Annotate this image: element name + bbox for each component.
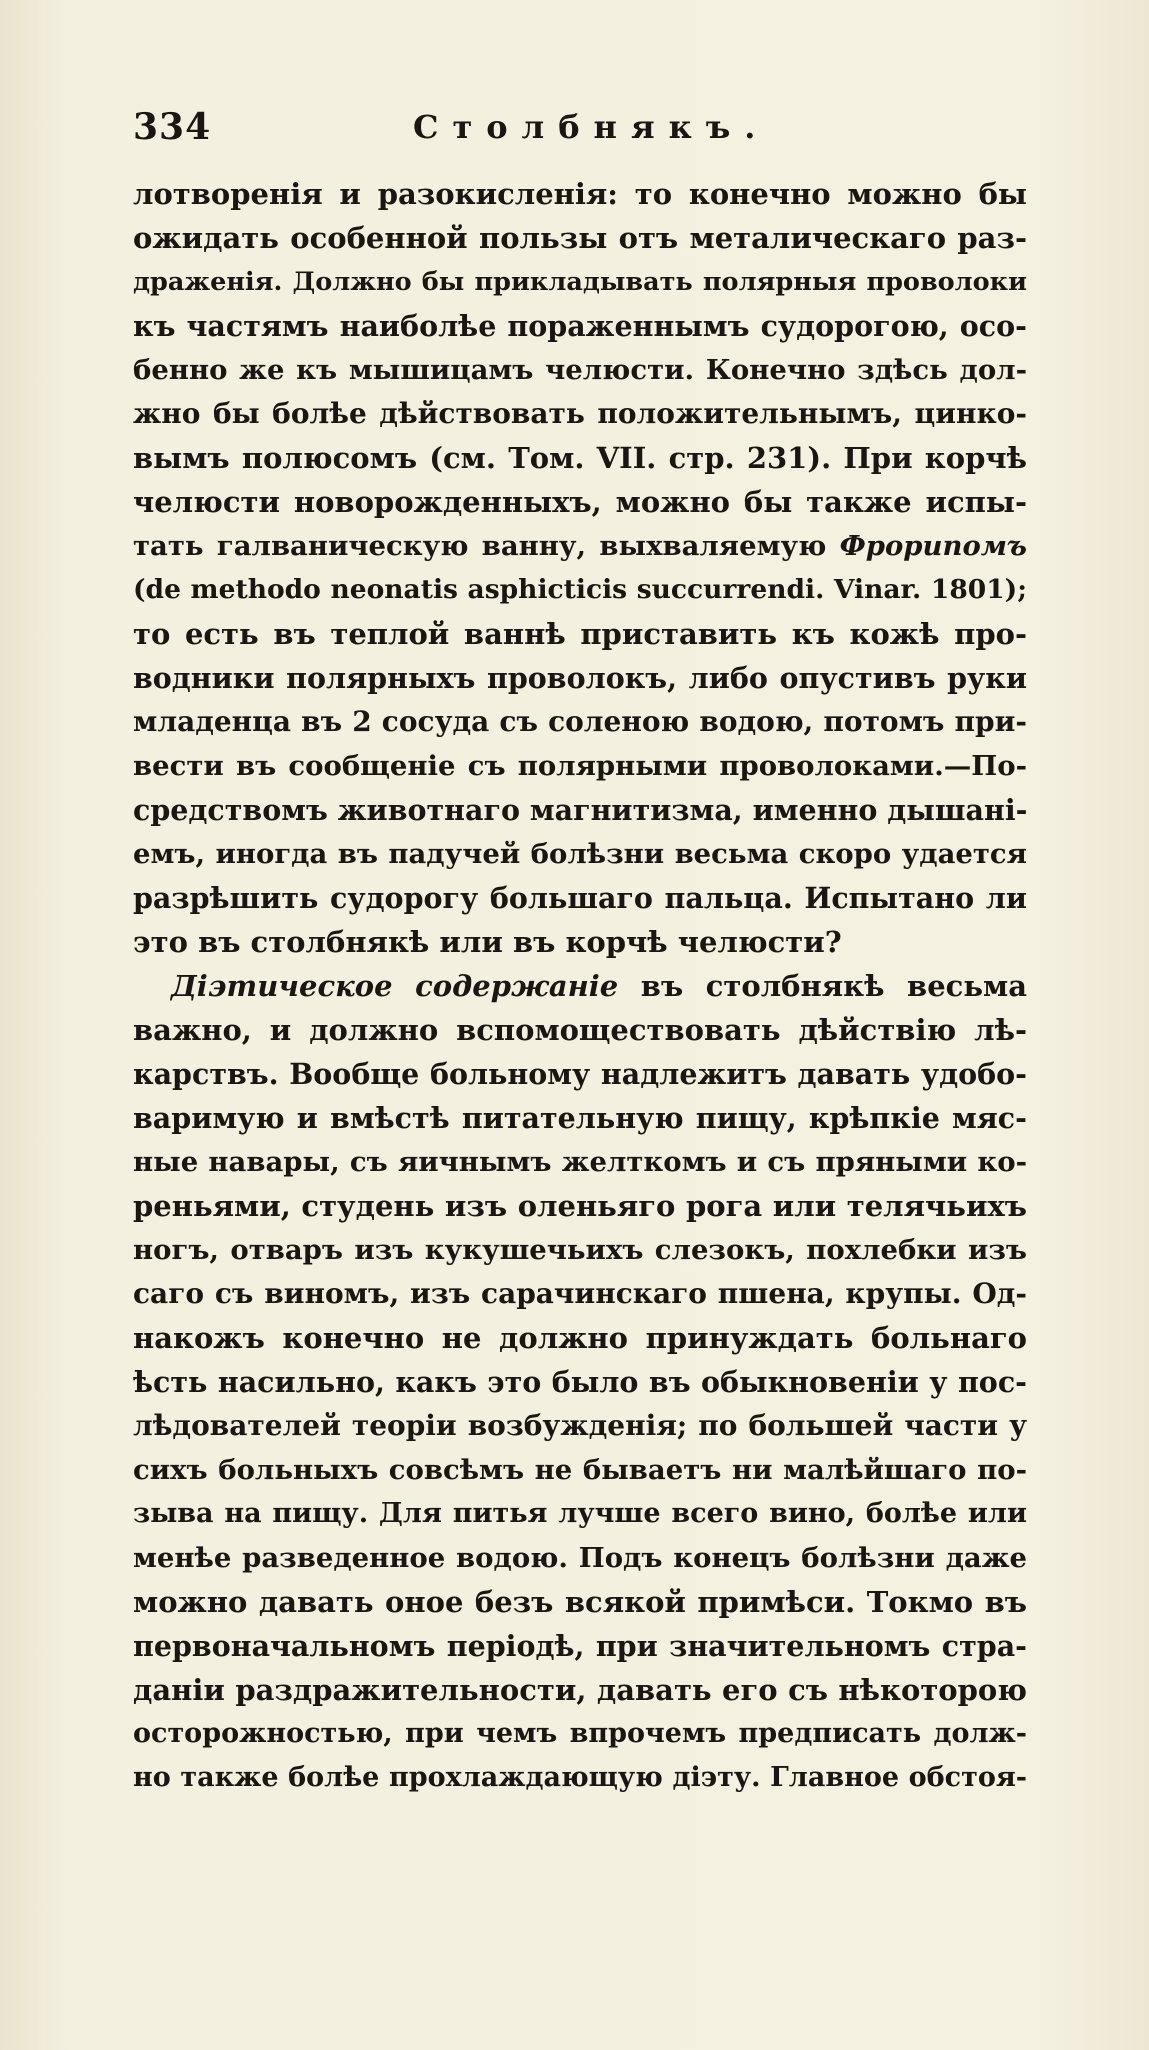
text-line: ные навары, съ яичнымъ желткомъ и съ пряными ко- (133, 1146, 1027, 1178)
text-line: даніи раздражительности, давать его съ нѣкоторою (133, 1673, 1027, 1707)
text-line: ногъ, отваръ изъ кукушечьихъ слезокъ, похлебки изъ (133, 1234, 1027, 1266)
paragraph-2 (133, 964, 1027, 1800)
text-line: младенца въ 2 сосуда съ соленою водою, потомъ при- (133, 705, 1027, 738)
text-line: варимую и вмѣстѣ питательную пищу, крѣпкіе мяс- (133, 1101, 1027, 1135)
text-line: менѣе разведенное водою. Подъ конецъ болѣзни даже (133, 1542, 1027, 1574)
text-line: лотворенія и разокисленія: то конечно можно бы (133, 177, 1027, 211)
text-line: то есть въ теплой ваннѣ приставить къ кожѣ про- (133, 617, 1027, 651)
running-title: Столбнякъ. (413, 108, 770, 146)
text-line (133, 964, 1027, 1008)
text-line (133, 524, 1027, 568)
text-line: (de methodo neonatis asphicticis succurrendi. Vinar. 1801); (133, 574, 1027, 605)
text-line: но также болѣе прохлаждающую діэту. Главное обстоя- (133, 1762, 1027, 1793)
text-line: къ частямъ наиболѣе пораженнымъ судорогою, осо- (133, 309, 1027, 343)
text-line: первоначальномъ періодѣ, при значительномъ стра- (133, 1629, 1027, 1663)
paragraph-1 (133, 172, 1027, 964)
text-line: осторожностью, при чемъ впрочемъ предписать долж- (133, 1718, 1027, 1749)
text-line: ожидать особенной пользы отъ металическаго раз- (133, 221, 1027, 255)
text-line: разрѣшить судорогу большаго пальца. Испытано ли (133, 881, 1027, 915)
page-header (133, 100, 1033, 160)
text-run: въ столбнякѣ весьма (618, 969, 1027, 1003)
text-line: челюсти новорожденныхъ, можно бы также испы- (133, 485, 1027, 519)
page-number: 334 (133, 106, 212, 148)
text-line: вымъ полюсомъ (см. Том. VII. стр. 231). При корчѣ (133, 441, 1027, 475)
text-run: тать галваническую ванну, выхваляемую (133, 530, 840, 562)
text-line: вести въ сообщеніе съ полярными проволоками.—По- (133, 750, 1027, 782)
text-line: емъ, иногда въ падучей болѣзни весьма скоро удается (133, 838, 1027, 870)
text-line: драженія. Должно бы прикладывать полярныя проволоки (133, 267, 1027, 297)
text-line: водники полярныхъ проволокъ, либо опустивъ руки (133, 661, 1027, 695)
text-line: карствъ. Вообще больному надлежитъ давать удобо- (133, 1057, 1027, 1091)
text-line: важно, и должно вспомоществовать дѣйствію лѣ- (133, 1013, 1027, 1047)
text-line: сихъ больныхъ совсѣмъ не бываетъ ни малѣйшаго по- (133, 1454, 1027, 1486)
italic-author-name: Фрорипомъ (839, 530, 1027, 562)
text-line: бенно же къ мышицамъ челюсти. Конечно здѣсь дол- (133, 354, 1027, 386)
text-line: можно давать оное безъ всякой примѣси. Токмо въ (133, 1585, 1027, 1619)
text-line: это въ столбнякѣ или въ корчѣ челюсти? (133, 925, 842, 959)
text-line: зыва на пищу. Для питья лучше всего вино, болѣе или (133, 1498, 1027, 1529)
text-line: ѣсть насильно, какъ это было въ обыкновеніи у пос- (133, 1365, 1027, 1399)
body-text (133, 172, 1027, 1800)
text-line: лѣдователей теоріи возбужденія; по большей части у (133, 1409, 1027, 1442)
text-line: жно бы болѣе дѣйствовать положительнымъ, цинко- (133, 397, 1027, 430)
text-line: саго съ виномъ, изъ сарачинскаго пшена, крупы. Од- (133, 1277, 1027, 1310)
text-line: накожъ конечно не должно принуждать больнаго (133, 1321, 1027, 1355)
italic-heading-term: Діэтическое содержаніе (171, 969, 619, 1003)
text-line: реньями, студень изъ оленьяго рога или телячьихъ (133, 1189, 1027, 1223)
text-line: средствомъ животнаго магнитизма, именно дышані- (133, 793, 1028, 827)
